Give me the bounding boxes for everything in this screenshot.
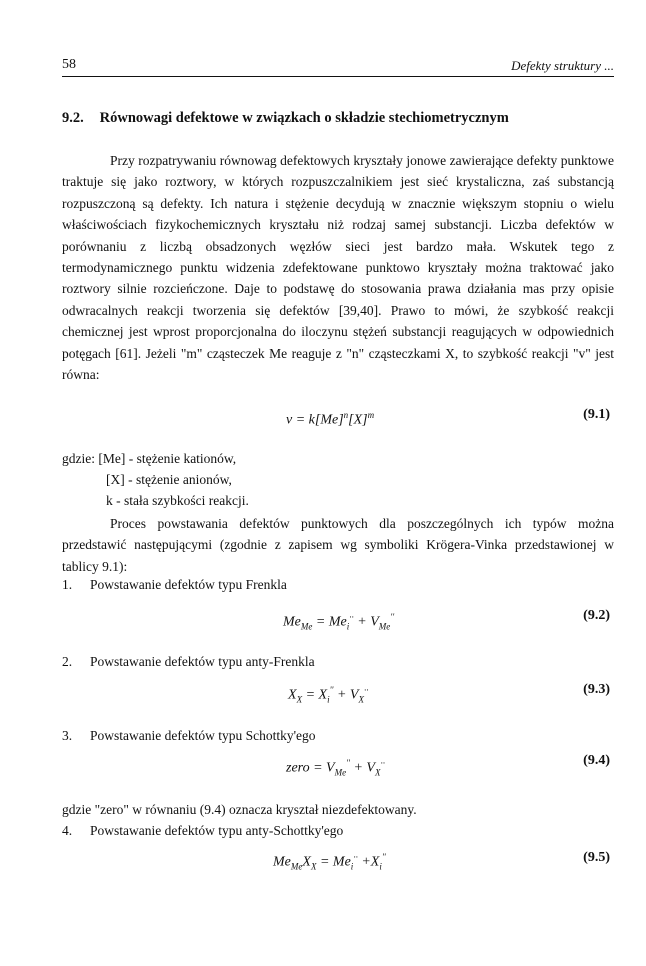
section-number: 9.2. [62, 110, 84, 126]
list-item: 1. Powstawanie defektów typu Frenkla [62, 577, 287, 592]
equation-label-9-5: (9.5) [583, 850, 610, 865]
paragraph-process: Proces powstawania defektów punktowych dla poszczególnych ich typów można przedstawić następującymi (zgodnie z zapisem wg symboliki Krögera-Vinka przedstawionej w tablicy 9.1): [62, 516, 614, 574]
list-item: 2. Powstawanie defektów typu anty-Frenkla [62, 654, 315, 669]
equation-9-5: $Me_{Me}X_X = Me_i^{\cdot\cdot} +X_i''$ [273, 852, 386, 872]
paragraph-intro: Przy rozpatrywaniu równowag defektowych kryształy jonowe zawierające defekty punktowe traktuje się jako roztwory, w których rozpuszczalnikiem jest sieć krystaliczna, zaś substancją rozpuszczoną są defekty. Ich natura i stężenie decydują w znacznie większym stopniu o wielu właściwościach fizykochemicznych kryształu niż rodzaj samej substancji. Liczba defektów w porównaniu z liczbą obsadzonych węzłów sieci jest bardzo mała. Wskutek tego z termodynamicznego punktu widzenia zdefektowane punktowo kryształy można traktować jako roztwory silnie rozcieńczone. Daje to podstawę do stosowania prawa działania mas przy opisie odwracalnych reakcji tworzenia się defektów [39,40]. Prawo to mówi, że szybkość reakcji chemicznej jest wprost proporcjonalna do iloczynu stężeń substancji reagujących w odpowiednich potęgach [61]. Jeżeli "m" cząsteczek Me reaguje z "n" cząsteczkami X, to szybkość reakcji "v" jest równa: [62, 153, 614, 383]
section-heading [62, 110, 509, 127]
section-title: Równowagi defektowe w związkach o składzie stechiometrycznym [99, 110, 509, 126]
page-number: 58 [62, 57, 76, 72]
equation-label-9-4: (9.4) [583, 753, 610, 768]
running-title: Defekty struktury ... [511, 58, 614, 73]
zero-note: gdzie "zero" w równaniu (9.4) oznacza kryształ niezdefektowany. [62, 802, 417, 817]
equation-label-9-3: (9.3) [583, 682, 610, 697]
list-item: 3. Powstawanie defektów typu Schottky'ego [62, 728, 316, 743]
equation-9-3: $X_X = X_i'' + V_X^{\cdot\cdot}$ [288, 685, 369, 705]
where-line-1: gdzie: [Me] - stężenie kationów, [62, 451, 237, 466]
equation-9-4: zero = $V_{Me}'' + V_X^{\cdot\cdot}$ [286, 758, 385, 778]
equation-label-9-2: (9.2) [583, 608, 610, 623]
equation-label-9-1: (9.1) [583, 407, 610, 422]
equation-9-2: $Me_{Me} = Me_i^{\cdot\cdot} + V_{Me}''$ [283, 612, 395, 632]
header-rule [62, 76, 614, 77]
list-item: 4. Powstawanie defektów typu anty-Schottky'ego [62, 823, 344, 838]
equation-9-1: $v = k[Me]^n[X]^m$ [286, 410, 375, 428]
where-line-3: k - stała szybkości reakcji. [106, 493, 249, 508]
where-line-2: [X] - stężenie anionów, [106, 472, 232, 487]
